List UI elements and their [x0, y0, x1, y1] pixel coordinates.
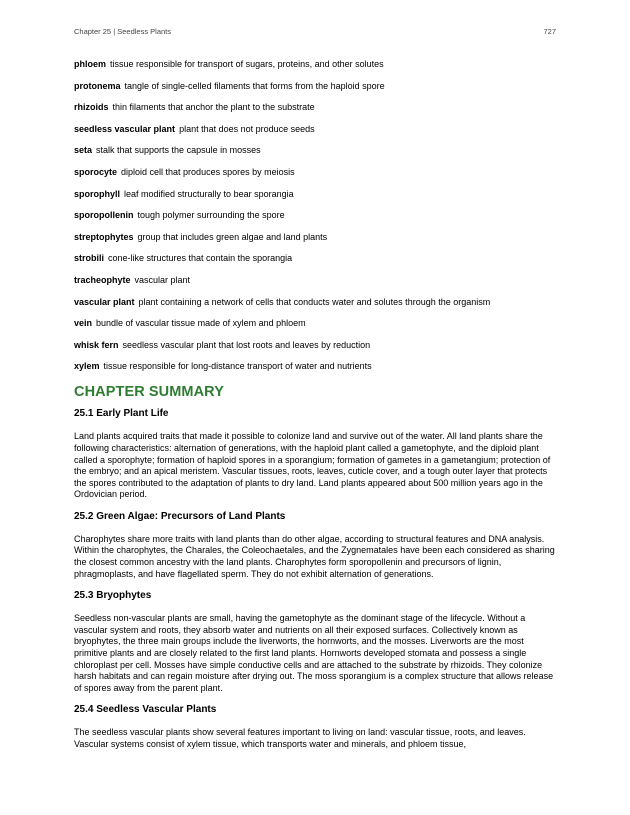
glossary-entry	[74, 317, 556, 329]
chapter-running-title: Chapter 25 | Seedless Plants	[74, 27, 172, 36]
glossary-entry	[74, 188, 556, 200]
glossary-entry	[74, 80, 556, 92]
glossary-definition: cone-like structures that contain the sporangia	[108, 253, 293, 264]
glossary-term: sporocyte	[74, 166, 118, 177]
section-title: 25.3 Bryophytes	[74, 590, 152, 602]
glossary-entry	[74, 101, 556, 113]
glossary-term: phloem	[74, 59, 107, 69]
glossary-term: rhizoids	[74, 102, 109, 113]
glossary-entry	[74, 58, 556, 70]
glossary-term: sporopollenin	[74, 210, 134, 221]
glossary-term: sporophyll	[74, 188, 121, 199]
glossary-term: whisk fern	[74, 339, 119, 350]
summary-section	[74, 704, 556, 750]
glossary-list	[74, 58, 556, 372]
page-header	[74, 27, 556, 39]
page-content	[74, 58, 556, 761]
glossary-term: vein	[74, 318, 93, 329]
glossary-entry	[74, 252, 556, 264]
glossary-definition: thin filaments that anchor the plant to the substrate	[112, 102, 315, 113]
glossary-entry	[74, 209, 556, 221]
glossary-term: seedless vascular plant	[74, 123, 176, 134]
section-title: 25.1 Early Plant Life	[74, 408, 169, 420]
glossary-term: streptophytes	[74, 231, 134, 242]
glossary-term: seta	[74, 145, 93, 156]
summary-section	[74, 511, 556, 580]
glossary-entry	[74, 274, 556, 286]
glossary-definition: tough polymer surrounding the spore	[137, 210, 285, 221]
glossary-entry	[74, 166, 556, 178]
chapter-summary-heading: CHAPTER SUMMARY	[74, 384, 224, 401]
section-body: Charophytes share more traits with land plants than do other algae, according to structural features and DNA analysis. Within the charophytes, the Charales, the Coleochaetales, and the Zygnematales have been each considered as sharing the closest common ancestry with the land plants. Charophytes form sporopollenin and precursors of lignin, phragmoplasts, and have flagellated sperm. They do not exhibit alternation of generations.	[74, 533, 555, 579]
glossary-definition: diploid cell that produces spores by meiosis	[121, 166, 295, 177]
section-title: 25.4 Seedless Vascular Plants	[74, 704, 217, 716]
glossary-entry	[74, 360, 556, 372]
glossary-definition: vascular plant	[134, 274, 191, 285]
glossary-term: tracheophyte	[74, 274, 131, 285]
glossary-entry	[74, 231, 556, 243]
glossary-definition: leaf modified structurally to bear sporangia	[124, 188, 294, 199]
summary-section	[74, 408, 556, 501]
glossary-term: xylem	[74, 361, 100, 372]
glossary-definition: stalk that supports the capsule in mosses	[96, 145, 261, 156]
section-title: 25.2 Green Algae: Precursors of Land Plants	[74, 510, 286, 522]
summary-section	[74, 590, 556, 694]
glossary-entry	[74, 296, 556, 308]
section-body: Seedless non-vascular plants are small, having the gametophyte as the dominant stage of the lifecycle. Without a vascular system and roots, they absorb water and nutrients on all their exposed surfaces. Collectively known as bryophytes, the three main groups include the liverworts, the hornworts, and the mosses. Liverworts are the most primitive plants and are closely related to the first land plants. Hornworts developed stomata and possess a single chloroplast per cell. Mosses have simple conductive cells and are attached to the substrate by rhizoids. They colonize harsh habitats and can regain moisture after drying out. The moss sporangium is a complex structure that allows release of spores away from the parent plant.	[74, 613, 554, 693]
glossary-term: strobili	[74, 253, 105, 264]
glossary-term: vascular plant	[74, 296, 135, 307]
glossary-term: protonema	[74, 80, 121, 91]
section-body: Land plants acquired traits that made it possible to colonize land and survive out of the water. All land plants share the following characteristics: alternation of generations, with the haploid plant called a gametophyte, and the diploid plant called a sporophyte; formation of haploid spores in a sporangium; formation of gametes in a gametangium; protection of the embryo; and an apical meristem. Vascular tissues, roots, leaves, cuticle cover, and a tough outer layer that protects the spores contributed to the adaptation of plants to dry land. Land plants appeared about 500 million years ago in the Ordovician period.	[74, 431, 551, 500]
glossary-entry	[74, 339, 556, 351]
glossary-definition: tissue responsible for transport of sugars, proteins, and other solutes	[110, 59, 384, 69]
glossary-definition: seedless vascular plant that lost roots and leaves by reduction	[122, 339, 371, 350]
glossary-definition: bundle of vascular tissue made of xylem and phloem	[96, 318, 306, 329]
glossary-definition: plant that does not produce seeds	[179, 123, 315, 134]
glossary-definition: group that includes green algae and land plants	[137, 231, 328, 242]
glossary-definition: tangle of single-celled filaments that forms from the haploid spore	[124, 80, 385, 91]
page-number: 727	[543, 27, 556, 36]
section-body: The seedless vascular plants show several features important to living on land: vascular tissue, roots, and leaves. Vascular systems consist of xylem tissue, which transports water and minerals, and phloem tissue,	[74, 727, 526, 749]
glossary-definition: tissue responsible for long-distance transport of water and nutrients	[103, 361, 372, 372]
glossary-entry	[74, 144, 556, 156]
glossary-entry	[74, 123, 556, 135]
glossary-definition: plant containing a network of cells that conducts water and solutes through the organism	[138, 296, 491, 307]
